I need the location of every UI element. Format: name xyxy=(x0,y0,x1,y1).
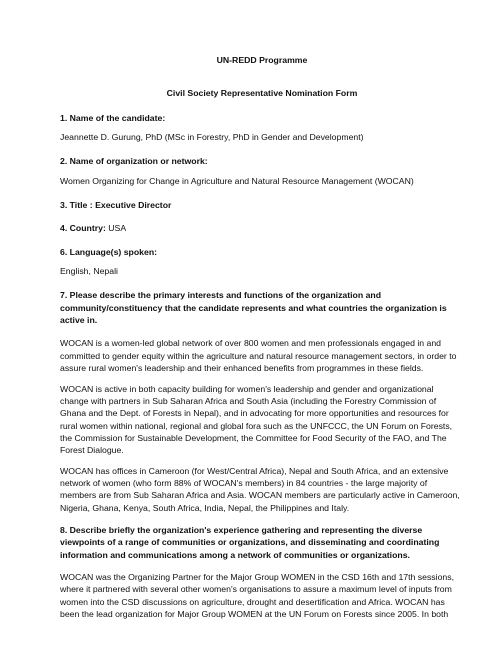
q4-line xyxy=(60,222,464,234)
q4-answer: USA xyxy=(108,223,127,234)
q4-label: 4. Country: xyxy=(60,223,106,234)
q6-answer: English, Nepali xyxy=(60,266,118,277)
q8-paragraph-1: WOCAN was the Organizing Partner for the Major Group WOMEN in the CSD 16th and 17th sessions, where it partnered with several other women's organisations to assure a maximum level of inputs from women into the CSD discussions on agriculture, drought and desertification and Africa. WOCAN has been the lead organization for Major Group WOMEN at the UN Forum on Forests since 2005. In both xyxy=(60,571,454,619)
programme-title: UN-REDD Programme xyxy=(216,55,308,65)
q7-paragraph-1: WOCAN is a women-led global network of over 800 women and men professionals engaged in and committed to gender equity within the agriculture and natural resource management sectors, in order to assure rural women's leadership and their enhanced benefits from programmes in these fields. xyxy=(60,338,457,374)
q1-answer: Jeannette D. Gurung, PhD (MSc in Forestry, PhD in Gender and Development) xyxy=(60,132,364,143)
q6-label: 6. Language(s) spoken: xyxy=(60,246,158,257)
q7-label: 7. Please describe the primary interests and functions of the organization and community/constituency that the candidate represents and what countries the organization is active in. xyxy=(60,290,447,326)
q3-answer: Executive Director xyxy=(95,200,172,211)
q3-line xyxy=(60,199,464,211)
q7-paragraph-3: WOCAN has offices in Cameroon (for West/Central Africa), Nepal and South Africa, and an extensive network of women (who form 88% of WOCAN's members) in 84 countries - the large majority of members are from Sub Saharan Africa and Asia. WOCAN members are particularly active in Cameroon, Nigeria, Ghana, Kenya, South Africa, India, Nepal, the Philippines and Italy. xyxy=(60,465,460,513)
q7-paragraph-2: WOCAN is active in both capacity building for women's leadership and gender and organizational change with partners in Sub Saharan Africa and South Asia (including the Forestry Commission of Ghana and the Dept. of Forests in Nepal), and in advocating for more opportunities and resources for rural women within national, regional and global fora such as the UNFCCC, the UN Forum on Forests, the Commission for Sustainable Development, the Committee for Food Security of the FAO, and The Forest Dialogue. xyxy=(60,383,453,456)
form-title: Civil Society Representative Nomination Form xyxy=(166,88,358,99)
q2-answer: Women Organizing for Change in Agriculture and Natural Resource Management (WOCAN) xyxy=(60,175,414,186)
q2-label: 2. Name of organization or network: xyxy=(60,156,208,167)
q8-label: 8. Describe briefly the organization's experience gathering and representing the diverse viewpoints of a range of communities or organizations, and disseminating and coordinating information and communications among a network of communities or organizations. xyxy=(60,524,440,560)
q3-label: 3. Title : xyxy=(60,200,93,211)
q1-label: 1. Name of the candidate: xyxy=(60,112,166,123)
